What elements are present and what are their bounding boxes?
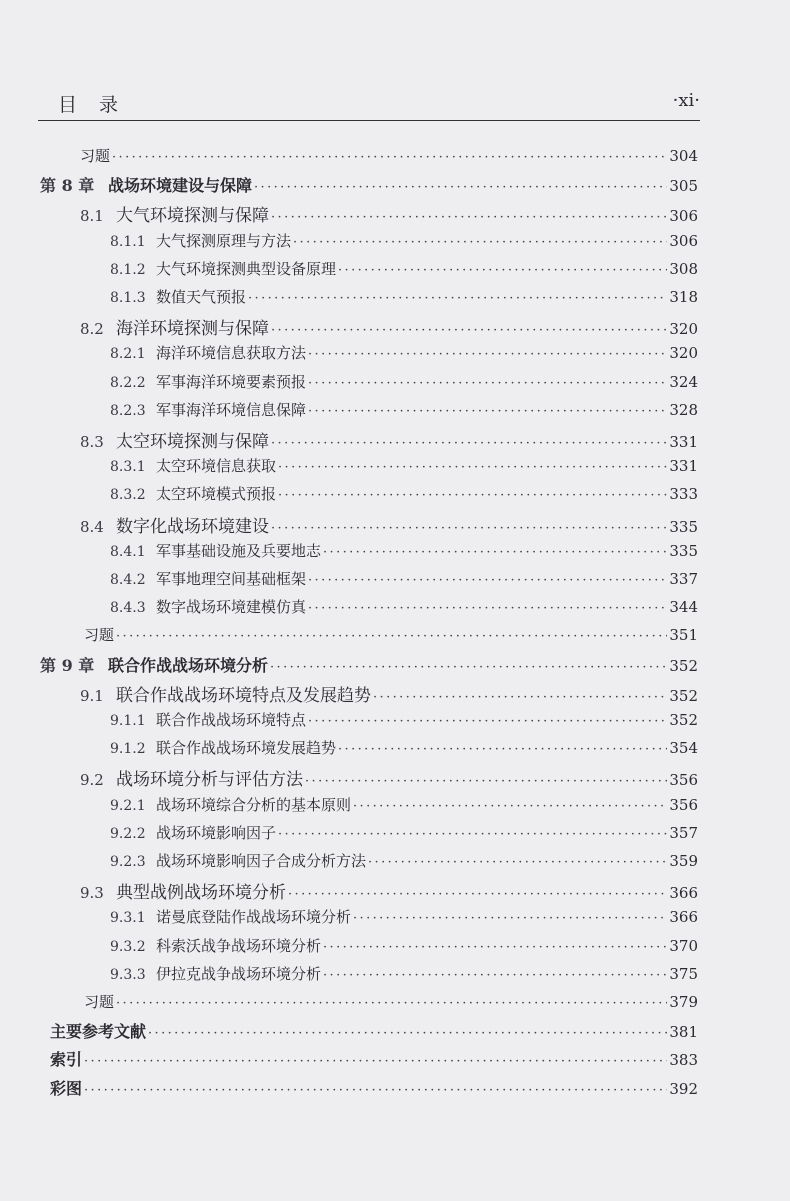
toc-entry-title: 军事海洋环境要素预报	[156, 372, 307, 391]
toc-entry-page: 308	[669, 259, 698, 278]
toc-entry[interactable]	[110, 540, 698, 566]
toc-entry-page: 356	[669, 771, 698, 790]
toc-entry-title: 海洋环境探测与保障	[116, 319, 269, 340]
toc-entry-page: 375	[669, 964, 698, 983]
toc-entry[interactable]	[50, 1047, 698, 1073]
dot-leader	[308, 601, 667, 616]
dot-leader	[338, 742, 667, 757]
toc-entry-page: 306	[669, 207, 698, 226]
toc-entry-page: 320	[669, 344, 698, 363]
dot-leader	[308, 573, 667, 588]
dot-leader	[270, 660, 667, 675]
toc-entry-page: 335	[669, 517, 698, 536]
toc-entry-number: 9.3.1	[110, 910, 146, 927]
toc-entry-title: 联合作战战场环境特点	[156, 711, 307, 729]
dot-leader	[323, 545, 667, 560]
toc-entry-number: 9.1.1	[110, 713, 146, 729]
toc-entry-page: 318	[669, 288, 698, 306]
toc-entry[interactable]	[40, 653, 698, 679]
toc-entry-number: 8.1.1	[110, 233, 146, 250]
toc-entry-title: 大气环境探测典型设备原理	[156, 259, 337, 278]
toc-entry-number: 8.4.3	[110, 600, 146, 617]
dot-leader	[323, 940, 667, 955]
toc-entry-title: 太空环境信息获取	[156, 457, 277, 476]
toc-entry[interactable]	[84, 624, 698, 650]
toc-entry-page: 305	[669, 177, 698, 196]
toc-entry-number: 9.2.3	[110, 854, 146, 870]
toc-entry[interactable]	[110, 906, 698, 932]
toc-entry-number: 第 9 章	[40, 655, 95, 675]
dot-leader	[112, 150, 667, 165]
toc-entry-number: 8.2.3	[110, 402, 146, 419]
toc-entry-title: 战场环境综合分析的基本原则	[156, 795, 352, 814]
toc-entry-number: 8.3	[80, 433, 104, 451]
toc-entry[interactable]	[110, 596, 698, 622]
header-page-number: ·xi·	[672, 90, 700, 111]
toc-entry-title: 战场环境影响因子合成分析方法	[156, 852, 367, 870]
toc-entry-title: 数字化战场环境建设	[116, 516, 269, 537]
toc-entry-title: 科索沃战争战场环境分析	[156, 936, 322, 955]
toc-entry-number: 9.2.2	[110, 825, 146, 842]
toc-entry-page: 370	[669, 936, 698, 955]
header-rule	[38, 120, 700, 121]
toc-entry-page: 392	[669, 1079, 698, 1098]
toc-entry-number: 8.4	[80, 517, 104, 536]
toc-entry-title: 索引	[50, 1050, 83, 1070]
dot-leader	[368, 855, 667, 870]
toc-entry-number: 9.3.2	[110, 938, 146, 955]
toc-entry-page: 379	[669, 993, 698, 1011]
toc-entry-number: 9.2.1	[110, 797, 146, 814]
dot-leader	[278, 488, 667, 503]
toc-entry-title: 习题	[84, 626, 115, 645]
toc-entry-title: 战场环境建设与保障	[108, 176, 253, 196]
toc-entry-title: 习题	[84, 993, 115, 1011]
toc-entry[interactable]	[110, 483, 698, 509]
toc-entry-page: 335	[669, 541, 698, 560]
toc-entry-page: 381	[669, 1023, 698, 1042]
dot-leader	[84, 1083, 667, 1098]
toc-entry-title: 海洋环境信息获取方法	[156, 344, 307, 363]
toc-entry-page: 354	[669, 739, 698, 758]
toc-entry[interactable]	[110, 709, 698, 735]
dot-leader	[353, 911, 667, 926]
toc-entry-number: 9.1	[80, 686, 104, 705]
toc-entry-title: 大气环境探测与保障	[116, 206, 269, 227]
toc-entry-number: 8.2.2	[110, 374, 146, 391]
dot-leader	[116, 629, 667, 644]
dot-leader	[308, 347, 667, 362]
dot-leader	[248, 291, 667, 306]
toc-entry[interactable]	[80, 314, 698, 340]
toc-entry[interactable]	[80, 681, 698, 707]
toc-entry-page: 383	[669, 1051, 698, 1070]
toc-entry[interactable]	[110, 822, 698, 848]
toc-entry-page: 333	[669, 485, 698, 504]
toc-entry-page: 344	[669, 598, 698, 617]
toc-entry-title: 主要参考文献	[50, 1022, 147, 1042]
toc-entry-title: 典型战例战场环境分析	[116, 883, 286, 904]
dot-leader	[323, 968, 667, 983]
toc-entry[interactable]	[50, 1019, 698, 1045]
dot-leader	[271, 436, 667, 451]
toc-entry[interactable]	[50, 1076, 698, 1102]
toc-entry-number: 9.2	[80, 771, 104, 790]
dot-leader	[353, 799, 667, 814]
toc-entry[interactable]	[110, 230, 698, 256]
toc-entry-title: 战场环境影响因子	[156, 823, 277, 842]
toc-entry[interactable]	[80, 427, 698, 453]
toc-entry-page: 320	[669, 320, 698, 339]
toc-entry-title: 太空环境模式预报	[156, 485, 277, 504]
dot-leader	[84, 1054, 667, 1069]
dot-leader	[305, 774, 667, 789]
toc-entry-number: 8.3.1	[110, 459, 146, 476]
toc-entry-number: 9.3.3	[110, 966, 146, 983]
toc-entry[interactable]	[84, 991, 698, 1017]
toc-entry-page: 352	[669, 686, 698, 705]
toc-entry-page: 366	[669, 908, 698, 927]
toc-entry-page: 351	[669, 626, 698, 645]
toc-entry-page: 352	[669, 711, 698, 729]
header-title: 目录	[58, 94, 141, 116]
toc-entry-title: 数值天气预报	[156, 288, 247, 306]
toc-entry-page: 359	[669, 852, 698, 870]
toc-entry[interactable]	[110, 455, 698, 481]
toc-entry-page: 357	[669, 823, 698, 842]
toc-entry[interactable]	[80, 201, 698, 227]
toc-entry[interactable]	[110, 935, 698, 961]
dot-leader	[293, 235, 667, 250]
toc-entry-page: 331	[669, 433, 698, 451]
toc-entry-page: 352	[669, 656, 698, 675]
dot-leader	[278, 460, 667, 475]
dot-leader	[148, 1026, 667, 1041]
toc-entry-title: 太空环境探测与保障	[116, 432, 269, 452]
toc-entry-title: 伊拉克战争战场环境分析	[156, 964, 322, 983]
dot-leader	[308, 714, 667, 729]
toc-entry[interactable]	[80, 878, 698, 904]
toc-entry-title: 数字战场环境建模仿真	[156, 598, 307, 617]
toc-entry-title: 彩图	[50, 1078, 83, 1098]
toc-entry[interactable]	[110, 371, 698, 397]
toc-entry[interactable]	[110, 342, 698, 368]
toc-entry-page: 324	[669, 372, 698, 391]
dot-leader	[308, 404, 667, 419]
toc-entry[interactable]	[40, 173, 698, 199]
toc-entry-title: 习题	[80, 147, 111, 165]
toc-entry-title: 诺曼底登陆作战战场环境分析	[156, 908, 352, 927]
toc-entry-number: 9.1.2	[110, 741, 146, 758]
toc-entry[interactable]	[80, 145, 698, 171]
toc-entry-number: 8.2.1	[110, 346, 146, 363]
toc-entry-page: 328	[669, 400, 698, 419]
toc-entry[interactable]	[110, 963, 698, 989]
dot-leader	[271, 323, 667, 338]
toc-entry-page: 331	[669, 457, 698, 476]
toc-entry[interactable]	[110, 286, 698, 312]
toc-entry-number: 8.4.2	[110, 572, 146, 588]
toc-entry-page: 366	[669, 884, 698, 903]
running-header	[38, 82, 700, 116]
toc-entry-number: 8.4.1	[110, 543, 146, 560]
toc-entry-number: 8.1	[80, 207, 104, 226]
toc-entry-number: 8.1.3	[110, 290, 146, 306]
dot-leader	[278, 827, 667, 842]
toc-entry-number: 第 8 章	[40, 176, 95, 196]
toc-entry-number: 8.2	[80, 320, 104, 339]
toc-entry-title: 联合作战战场环境分析	[108, 655, 269, 675]
toc-entry-title: 大气探测原理与方法	[156, 231, 292, 250]
dot-leader	[271, 521, 667, 536]
toc-entry-title: 军事海洋环境信息保障	[156, 400, 307, 419]
toc-entry[interactable]	[110, 258, 698, 284]
toc-entry[interactable]	[110, 568, 698, 594]
toc-entry-number: 9.3	[80, 884, 104, 903]
dot-leader	[373, 690, 667, 705]
toc-entry[interactable]	[110, 737, 698, 763]
toc-entry-page: 337	[669, 570, 698, 588]
toc-entry-page: 304	[669, 147, 698, 165]
toc-entry-number: 8.3.2	[110, 487, 146, 504]
dot-leader	[271, 210, 667, 225]
toc-entry-title: 军事地理空间基础框架	[156, 570, 307, 588]
dot-leader	[116, 996, 667, 1011]
toc-entry-page: 356	[669, 795, 698, 814]
toc-entry-title: 联合作战战场环境发展趋势	[156, 739, 337, 758]
toc-entry-title: 战场环境分析与评估方法	[116, 770, 303, 791]
toc-entry[interactable]	[110, 794, 698, 820]
toc-entry[interactable]	[110, 399, 698, 425]
toc-entry-number: 8.1.2	[110, 261, 146, 278]
dot-leader	[254, 180, 667, 195]
dot-leader	[288, 887, 667, 902]
dot-leader	[338, 263, 667, 278]
toc-entry[interactable]	[80, 512, 698, 538]
toc-entry-page: 306	[669, 231, 698, 250]
toc-entry[interactable]	[80, 765, 698, 791]
toc-entry-title: 军事基础设施及兵要地志	[156, 541, 322, 560]
toc-entry-title: 联合作战战场环境特点及发展趋势	[116, 685, 371, 706]
toc-entry[interactable]	[110, 850, 698, 876]
dot-leader	[308, 376, 667, 391]
